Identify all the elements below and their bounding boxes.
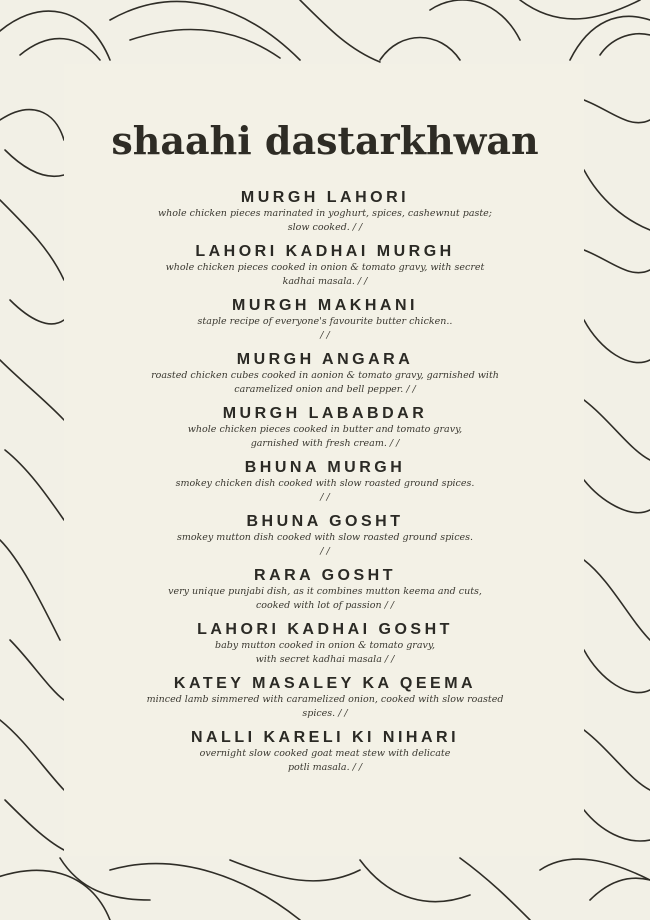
menu-item-description-line: / /	[320, 491, 330, 503]
menu-item-name: MURGH MAKHANI	[232, 297, 418, 314]
menu-item-description	[145, 747, 505, 774]
menu-item-description-line: garnished with fresh cream. / /	[250, 437, 400, 449]
menu-item	[0, 458, 650, 504]
menu-item-name: KATEY MASALEY KA QEEMA	[173, 675, 477, 692]
menu-item-name: MURGH LAHORI	[240, 189, 410, 206]
menu-item-description	[145, 315, 505, 342]
menu-item-description	[145, 639, 505, 666]
menu-item-description	[145, 585, 505, 612]
menu-item-description-line: whole chicken pieces marinated in yoghurt, spices, cashewnut paste;	[157, 208, 493, 219]
menu-item-description-line: smokey chicken dish cooked with slow roasted ground spices.	[175, 478, 475, 489]
menu-item-description	[145, 693, 505, 720]
menu-item-description-line: baby mutton cooked in onion & tomato gravy,	[214, 640, 435, 651]
menu-item	[0, 242, 650, 288]
menu-item-description-line: / /	[320, 545, 330, 557]
menu-list	[0, 188, 650, 774]
menu-item-description	[145, 477, 505, 504]
menu-item-description	[145, 423, 505, 450]
menu-item-description	[145, 261, 505, 288]
menu-item-description-line: slow cooked. / /	[287, 221, 363, 233]
menu-item	[0, 512, 650, 558]
menu-item	[0, 404, 650, 450]
menu-item-description	[145, 207, 505, 234]
menu-item-description-line: caramelized onion and bell pepper. / /	[234, 383, 416, 395]
menu-item-name: MURGH ANGARA	[236, 351, 414, 368]
menu-item	[0, 188, 650, 234]
page-title: shaahi dastarkhwan	[111, 118, 539, 163]
menu-item-description-line: potli masala. / /	[287, 761, 363, 773]
menu-item-description	[145, 531, 505, 558]
menu-item	[0, 620, 650, 666]
menu-item-description-line: staple recipe of everyone's favourite butter chicken..	[197, 316, 453, 327]
menu-item-description-line: / /	[320, 329, 330, 341]
menu-item-description-line: cooked with lot of passion / /	[255, 599, 395, 611]
menu-item-description-line: with secret kadhai masala / /	[255, 653, 395, 665]
menu-item-name: BHUNA GOSHT	[246, 513, 404, 530]
menu-item	[0, 674, 650, 720]
menu-item-name: MURGH LABABDAR	[222, 405, 428, 422]
menu-item-description-line: minced lamb simmered with caramelized onion, cooked with slow roasted	[146, 694, 504, 705]
menu-item-name: LAHORI KADHAI GOSHT	[197, 621, 453, 638]
menu-item-name: NALLI KARELI KI NIHARI	[190, 729, 460, 746]
menu-item-description-line: very unique punjabi dish, as it combines mutton keema and cuts,	[168, 586, 482, 597]
menu-item-description-line: spices. / /	[302, 707, 348, 719]
menu-item-name: LAHORI KADHAI MURGH	[195, 243, 455, 260]
menu-item-description-line: whole chicken pieces cooked in butter and tomato gravy,	[187, 424, 463, 435]
menu-item-description-line: roasted chicken cubes cooked in aonion & tomato gravy, garnished with	[151, 370, 499, 381]
menu-item-description-line: smokey mutton dish cooked with slow roasted ground spices.	[176, 532, 474, 543]
menu-item-name: BHUNA MURGH	[244, 459, 406, 476]
menu-item-description-line: whole chicken pieces cooked in onion & tomato gravy, with secret	[165, 262, 485, 273]
menu-item-description-line: kadhai masala. / /	[282, 275, 368, 287]
menu-item-description-line: overnight slow cooked goat meat stew with delicate	[199, 748, 451, 759]
menu-item	[0, 566, 650, 612]
menu-item	[0, 296, 650, 342]
menu-item	[0, 350, 650, 396]
menu-item	[0, 728, 650, 774]
menu-item-description	[145, 369, 505, 396]
menu-item-name: RARA GOSHT	[254, 567, 396, 584]
